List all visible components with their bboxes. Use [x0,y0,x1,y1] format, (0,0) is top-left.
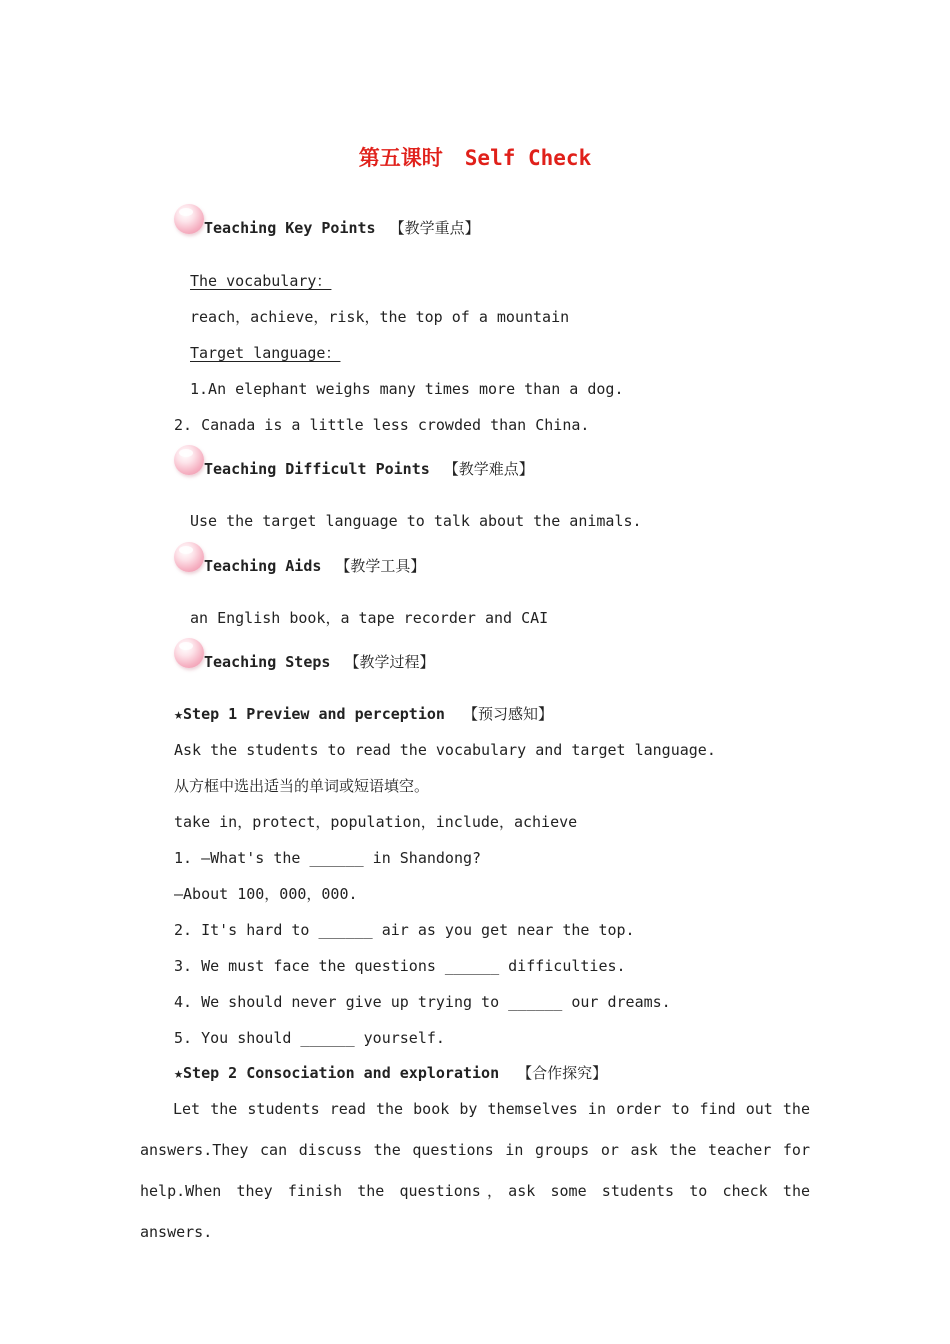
heading-aids-cn: 【教学工具】 [335,557,426,575]
step1-title-en: ★Step 1 Preview and perception [174,705,445,723]
vocab-label: The vocabulary： [190,272,332,290]
bullet-bubble-icon [174,542,204,572]
heading-key-points-cn: 【教学重点】 [389,219,480,237]
step1-title-cn: 【预习感知】 [462,705,553,723]
heading-difficult-cn: 【教学难点】 [443,460,534,478]
step2-title-en: ★Step 2 Consociation and exploration [174,1064,500,1082]
title-en: Self Check [464,146,592,170]
target-sentence-2: 2. Canada is a little less crowded than China. [174,416,590,434]
bullet-bubble-icon [174,638,204,668]
step2-paragraph-line-1: Let the students read the book by themselves in order to find out the [173,1100,810,1118]
bullet-bubble-icon [174,204,204,234]
question-3: 3. We must face the questions ______ difficulties. [174,957,626,975]
question-4: 4. We should never give up trying to ______ our dreams. [174,993,671,1011]
target-label: Target language： [190,344,341,362]
question-1-answer: —About 100，000，000. [174,885,358,903]
bullet-bubble-icon [174,445,204,475]
step1-title [174,704,553,724]
step2-title-cn: 【合作探究】 [517,1064,608,1082]
step2-paragraph-line-2: answers.They can discuss the questions in groups or ask the teacher for [140,1141,810,1159]
target-sentence-1: 1.An elephant weighs many times more than a dog. [190,380,624,398]
page-title [0,145,950,171]
heading-key-points-label: Teaching Key Points [204,219,376,237]
heading-aids-label: Teaching Aids [204,557,322,575]
step2-title [174,1063,607,1083]
heading-steps-label: Teaching Steps [204,653,331,671]
step1-word-box: take in，protect，population，include，achieve [174,813,578,831]
step2-paragraph-line-3: help.When they finish the questions，ask some students to check the answers. [140,1182,810,1241]
question-5: 5. You should ______ yourself. [174,1029,445,1047]
question-2: 2. It's hard to ______ air as you get near the top. [174,921,635,939]
vocab-list: reach，achieve，risk，the top of a mountain [190,308,570,326]
title-cn: 第五课时 [358,145,443,170]
step1-line1: Ask the students to read the vocabulary and target language. [174,741,716,759]
difficult-text: Use the target language to talk about the animals. [190,512,642,530]
step1-instruction-cn: 从方框中选出适当的单词或短语填空。 [174,777,430,795]
question-1: 1. —What's the ______ in Shandong? [174,849,482,867]
aids-text: an English book，a tape recorder and CAI [190,609,549,627]
heading-difficult-label: Teaching Difficult Points [204,460,430,478]
heading-steps-cn: 【教学过程】 [344,653,435,671]
